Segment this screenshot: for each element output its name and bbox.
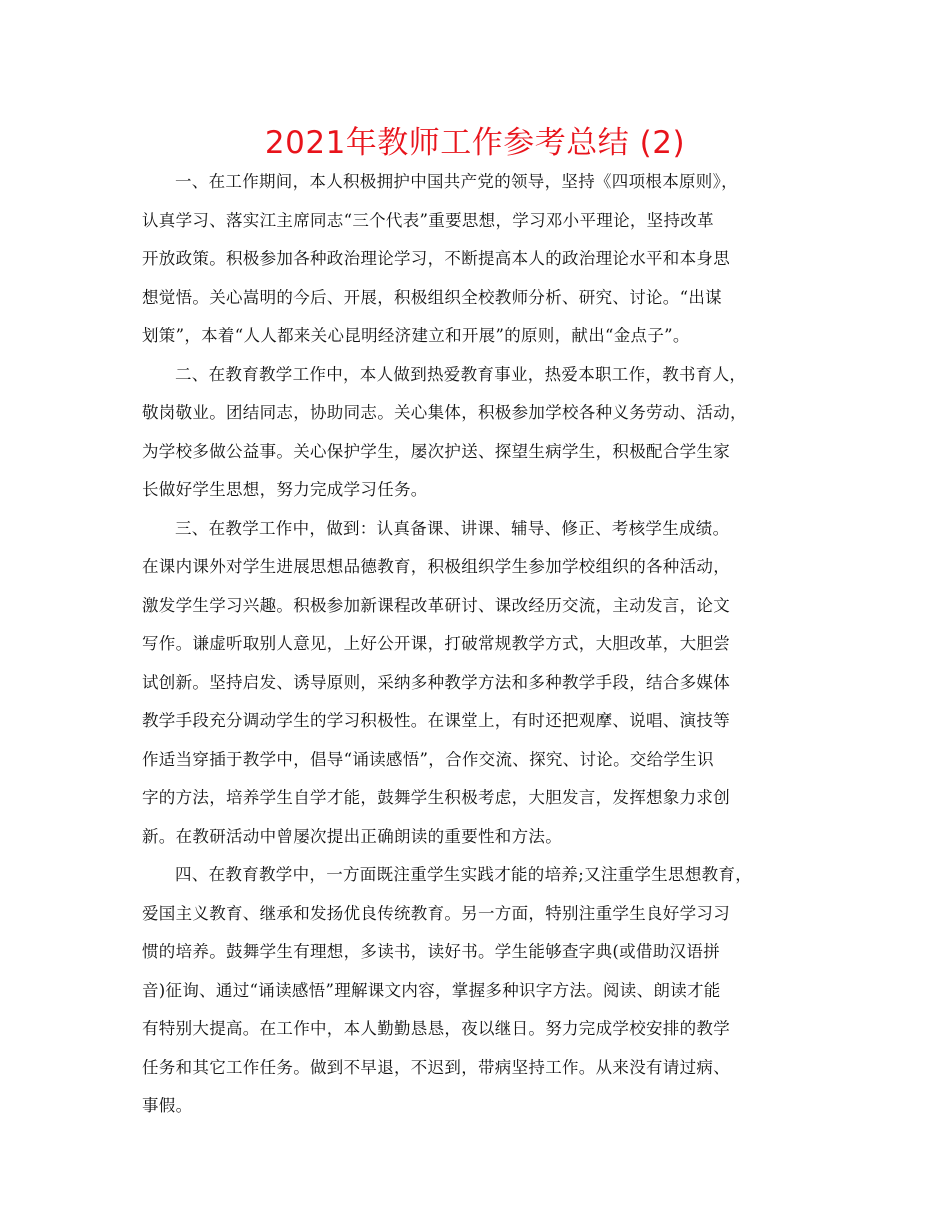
paragraph-line: 想觉悟。关心嵩明的今后、开展，积极组织全校教师分析、研究、讨论。“出谋 [142, 287, 722, 307]
paragraph-2 [142, 356, 814, 510]
paragraph-line: 敬岗敬业。团结同志，协助同志。关心集体，积极参加学校各种义务劳动、活动， [142, 403, 747, 422]
paragraph-line: 在课内课外对学生进展思想品德教育，积极组织学生参加学校组织的各种活动， [142, 557, 730, 576]
paragraph-line: 音)征询、通过“诵读感悟”理解课文内容，掌握多种识字方法。阅读、朗读才能 [142, 980, 721, 1000]
paragraph-line: 有特别大提高。在工作中，本人勤勤恳恳，夜以继日。努力完成学校安排的教学 [142, 1019, 730, 1038]
paragraph-line: 作适当穿插于教学中，倡导“诵读感悟”，合作交流、探究、讨论。交给学生识 [142, 749, 714, 769]
paragraph-line: 划策”，本着“人人都来关心昆明经济建立和开展”的原则，献出“金点子”。 [142, 326, 690, 345]
paragraph-line: 写作。谦虚听取别人意见，上好公开课，打破常规教学方式，大胆改革，大胆尝 [142, 634, 730, 653]
paragraph-line: 二、在教育教学工作中，本人做到热爱教育事业，热爱本职工作，教书育人， [175, 364, 747, 384]
paragraph-line: 认真学习、落实江主席同志“三个代表”重要思想，学习邓小平理论，坚持改革 [142, 210, 714, 230]
paragraph-1 [142, 163, 814, 356]
paragraph-line: 激发学生学习兴趣。积极参加新课程改革研讨、课改经历交流，主动发言，论文 [142, 595, 730, 615]
paragraph-line: 任务和其它工作任务。做到不早退，不迟到，带病坚持工作。从来没有请过病、 [142, 1057, 730, 1077]
paragraph-line: 爱国主义教育、继承和发扬优良传统教育。另一方面，特别注重学生良好学习习 [142, 903, 730, 923]
paragraph-line: 三、在教学工作中，做到：认真备课、讲课、辅导、修正、考核学生成绩。 [175, 518, 730, 538]
paragraph-line: 一、在工作期间，本人积极拥护中国共产党的领导，坚持《四项根本原则》， [175, 172, 738, 191]
paragraph-line: 四、在教育教学中，一方面既注重学生实践才能的培养;又注重学生思想教育， [175, 865, 753, 884]
paragraph-line: 开放政策。积极参加各种政治理论学习，不断提高本人的政治理论水平和本身思 [142, 249, 730, 268]
paragraph-line: 教学手段充分调动学生的学习积极性。在课堂上，有时还把观摩、说唱、演技等 [142, 711, 730, 730]
document-body [142, 163, 814, 1126]
paragraph-line: 试创新。坚持启发、诱导原则，采纳多种教学方法和多种教学手段，结合多媒体 [142, 672, 730, 692]
document-title: 2021年教师工作参考总结 (2) [264, 125, 686, 161]
paragraph-line: 新。在教研活动中曾屡次提出正确朗读的重要性和方法。 [142, 826, 562, 846]
paragraph-line: 惯的培养。鼓舞学生有理想，多读书，读好书。学生能够查字典(或借助汉语拼 [142, 942, 720, 961]
paragraph-line: 事假。 [142, 1096, 193, 1115]
paragraph-line: 字的方法，培养学生自学才能，鼓舞学生积极考虑，大胆发言，发挥想象力求创 [142, 788, 730, 807]
paragraph-line: 为学校多做公益事。关心保护学生，屡次护送、探望生病学生，积极配合学生家 [142, 441, 730, 461]
paragraph-4 [142, 856, 814, 1126]
paragraph-line: 长做好学生思想，努力完成学习任务。 [142, 480, 428, 499]
paragraph-3 [142, 510, 814, 857]
